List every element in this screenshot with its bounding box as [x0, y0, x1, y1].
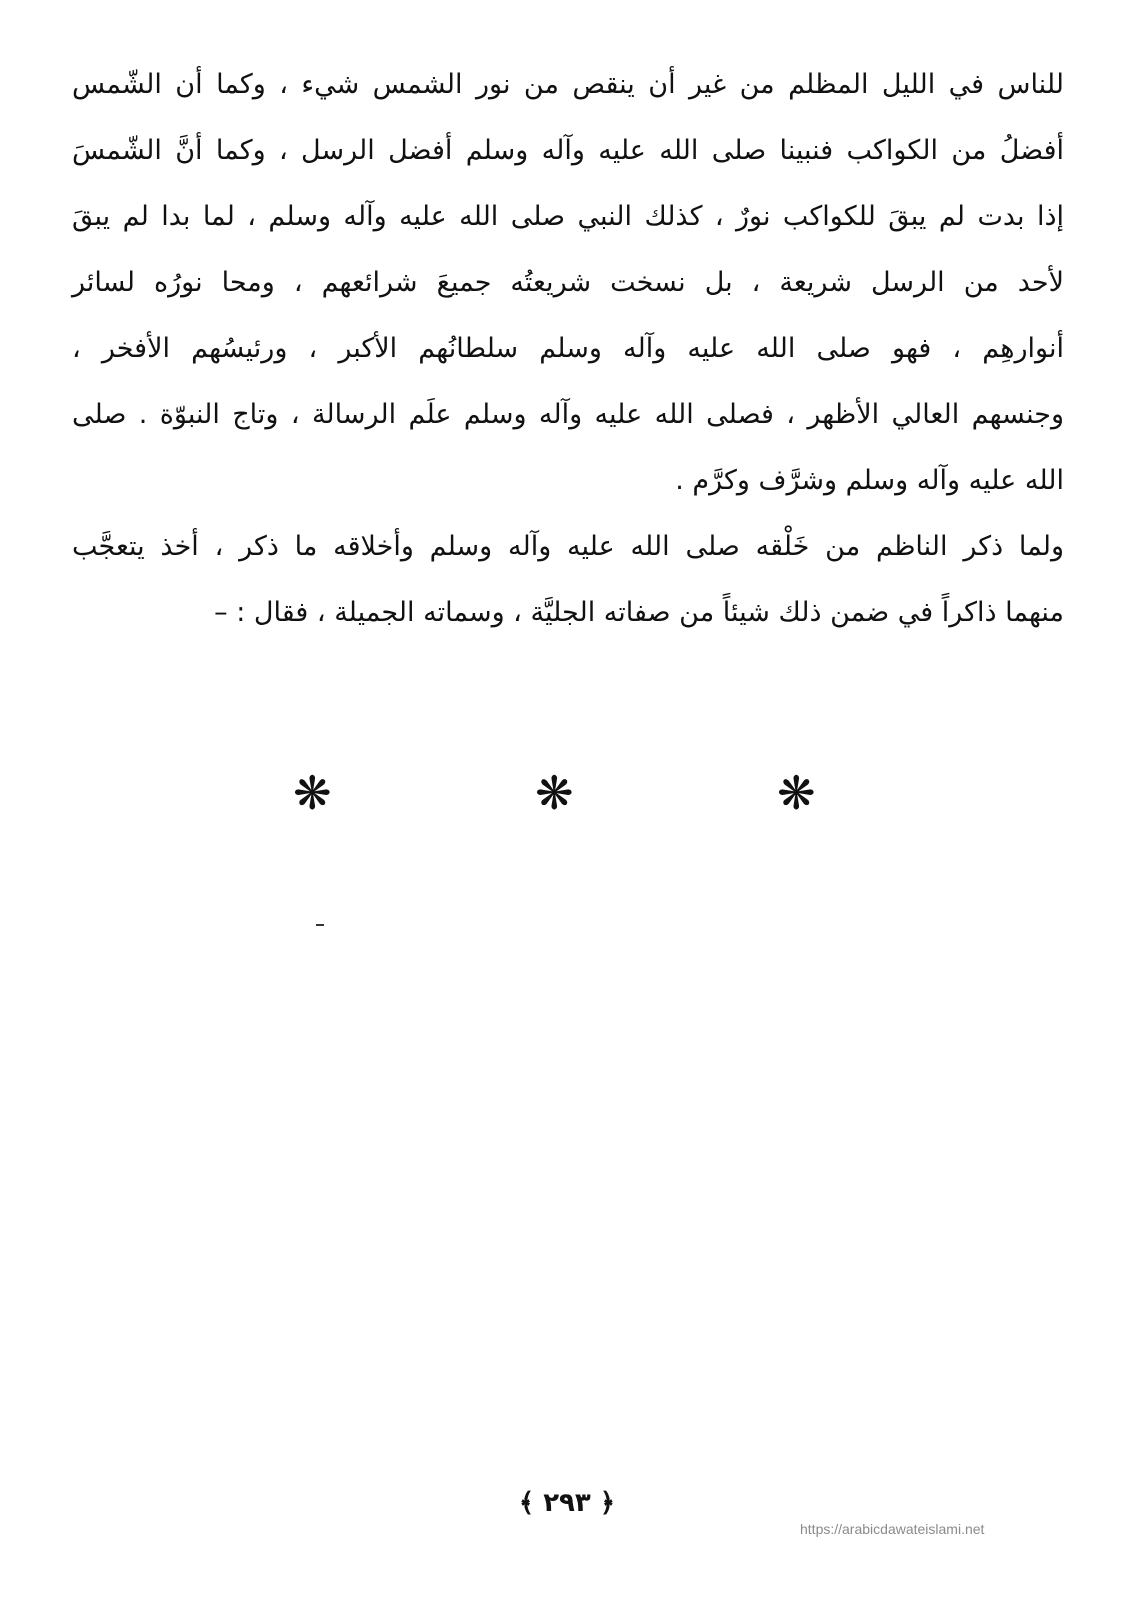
text-line: ولما ذكر الناظم من خَلْقه صلى الله عليه وآله وسلم وأخلاقه ما ذكر ، أخذ يتعجَّب — [72, 531, 1064, 562]
text-line: لأحد من الرسل شريعة ، بل نسخت شريعتُه جميعَ شرائعهم ، ومحا نورُه لسائر — [72, 267, 1064, 298]
asterism-ornament-icon: ❋ — [535, 766, 574, 820]
text-line: أفضلُ من الكواكب فنبينا صلى الله عليه وآله وسلم أفضل الرسل ، وكما أنَّ الشّمسَ — [72, 135, 1064, 166]
section-divider — [0, 766, 1134, 830]
asterism-ornament-icon: ❋ — [293, 766, 332, 820]
text-line: منهما ذاكراً في ضمن ذلك شيئاً من صفاته الجليَّة ، وسماته الجميلة ، فقال : – — [214, 597, 1064, 628]
text-line: إذا بدت لم يبقَ للكواكب نورٌ ، كذلك النبي صلى الله عليه وآله وسلم ، لما بدا لم يبقَ — [72, 201, 1064, 232]
source-watermark-url: https://arabicdawateislami.net — [800, 1521, 985, 1537]
text-line: الله عليه وآله وسلم وشرَّف وكرَّم . — [675, 465, 1064, 496]
paragraph-1 — [72, 52, 1064, 514]
text-line: للناس في الليل المظلم من غير أن ينقص من نور الشمس شيء ، وكما أن الشّمس — [72, 69, 1064, 100]
scan-speck — [316, 924, 324, 926]
text-line: وجنسهم العالي الأظهر ، فصلى الله عليه وآله وسلم علَم الرسالة ، وتاج النبوّة . صلى — [72, 399, 1064, 430]
paragraph-2 — [72, 514, 1064, 646]
asterism-ornament-icon: ❋ — [777, 766, 816, 820]
page-number: ﴿ ٢٩٣ ﴾ — [518, 1488, 616, 1518]
page-body — [72, 52, 1064, 646]
text-line: أنوارهِم ، فهو صلى الله عليه وآله وسلم سلطانُهم الأكبر ، ورئيسُهم الأفخر ، — [72, 333, 1064, 364]
